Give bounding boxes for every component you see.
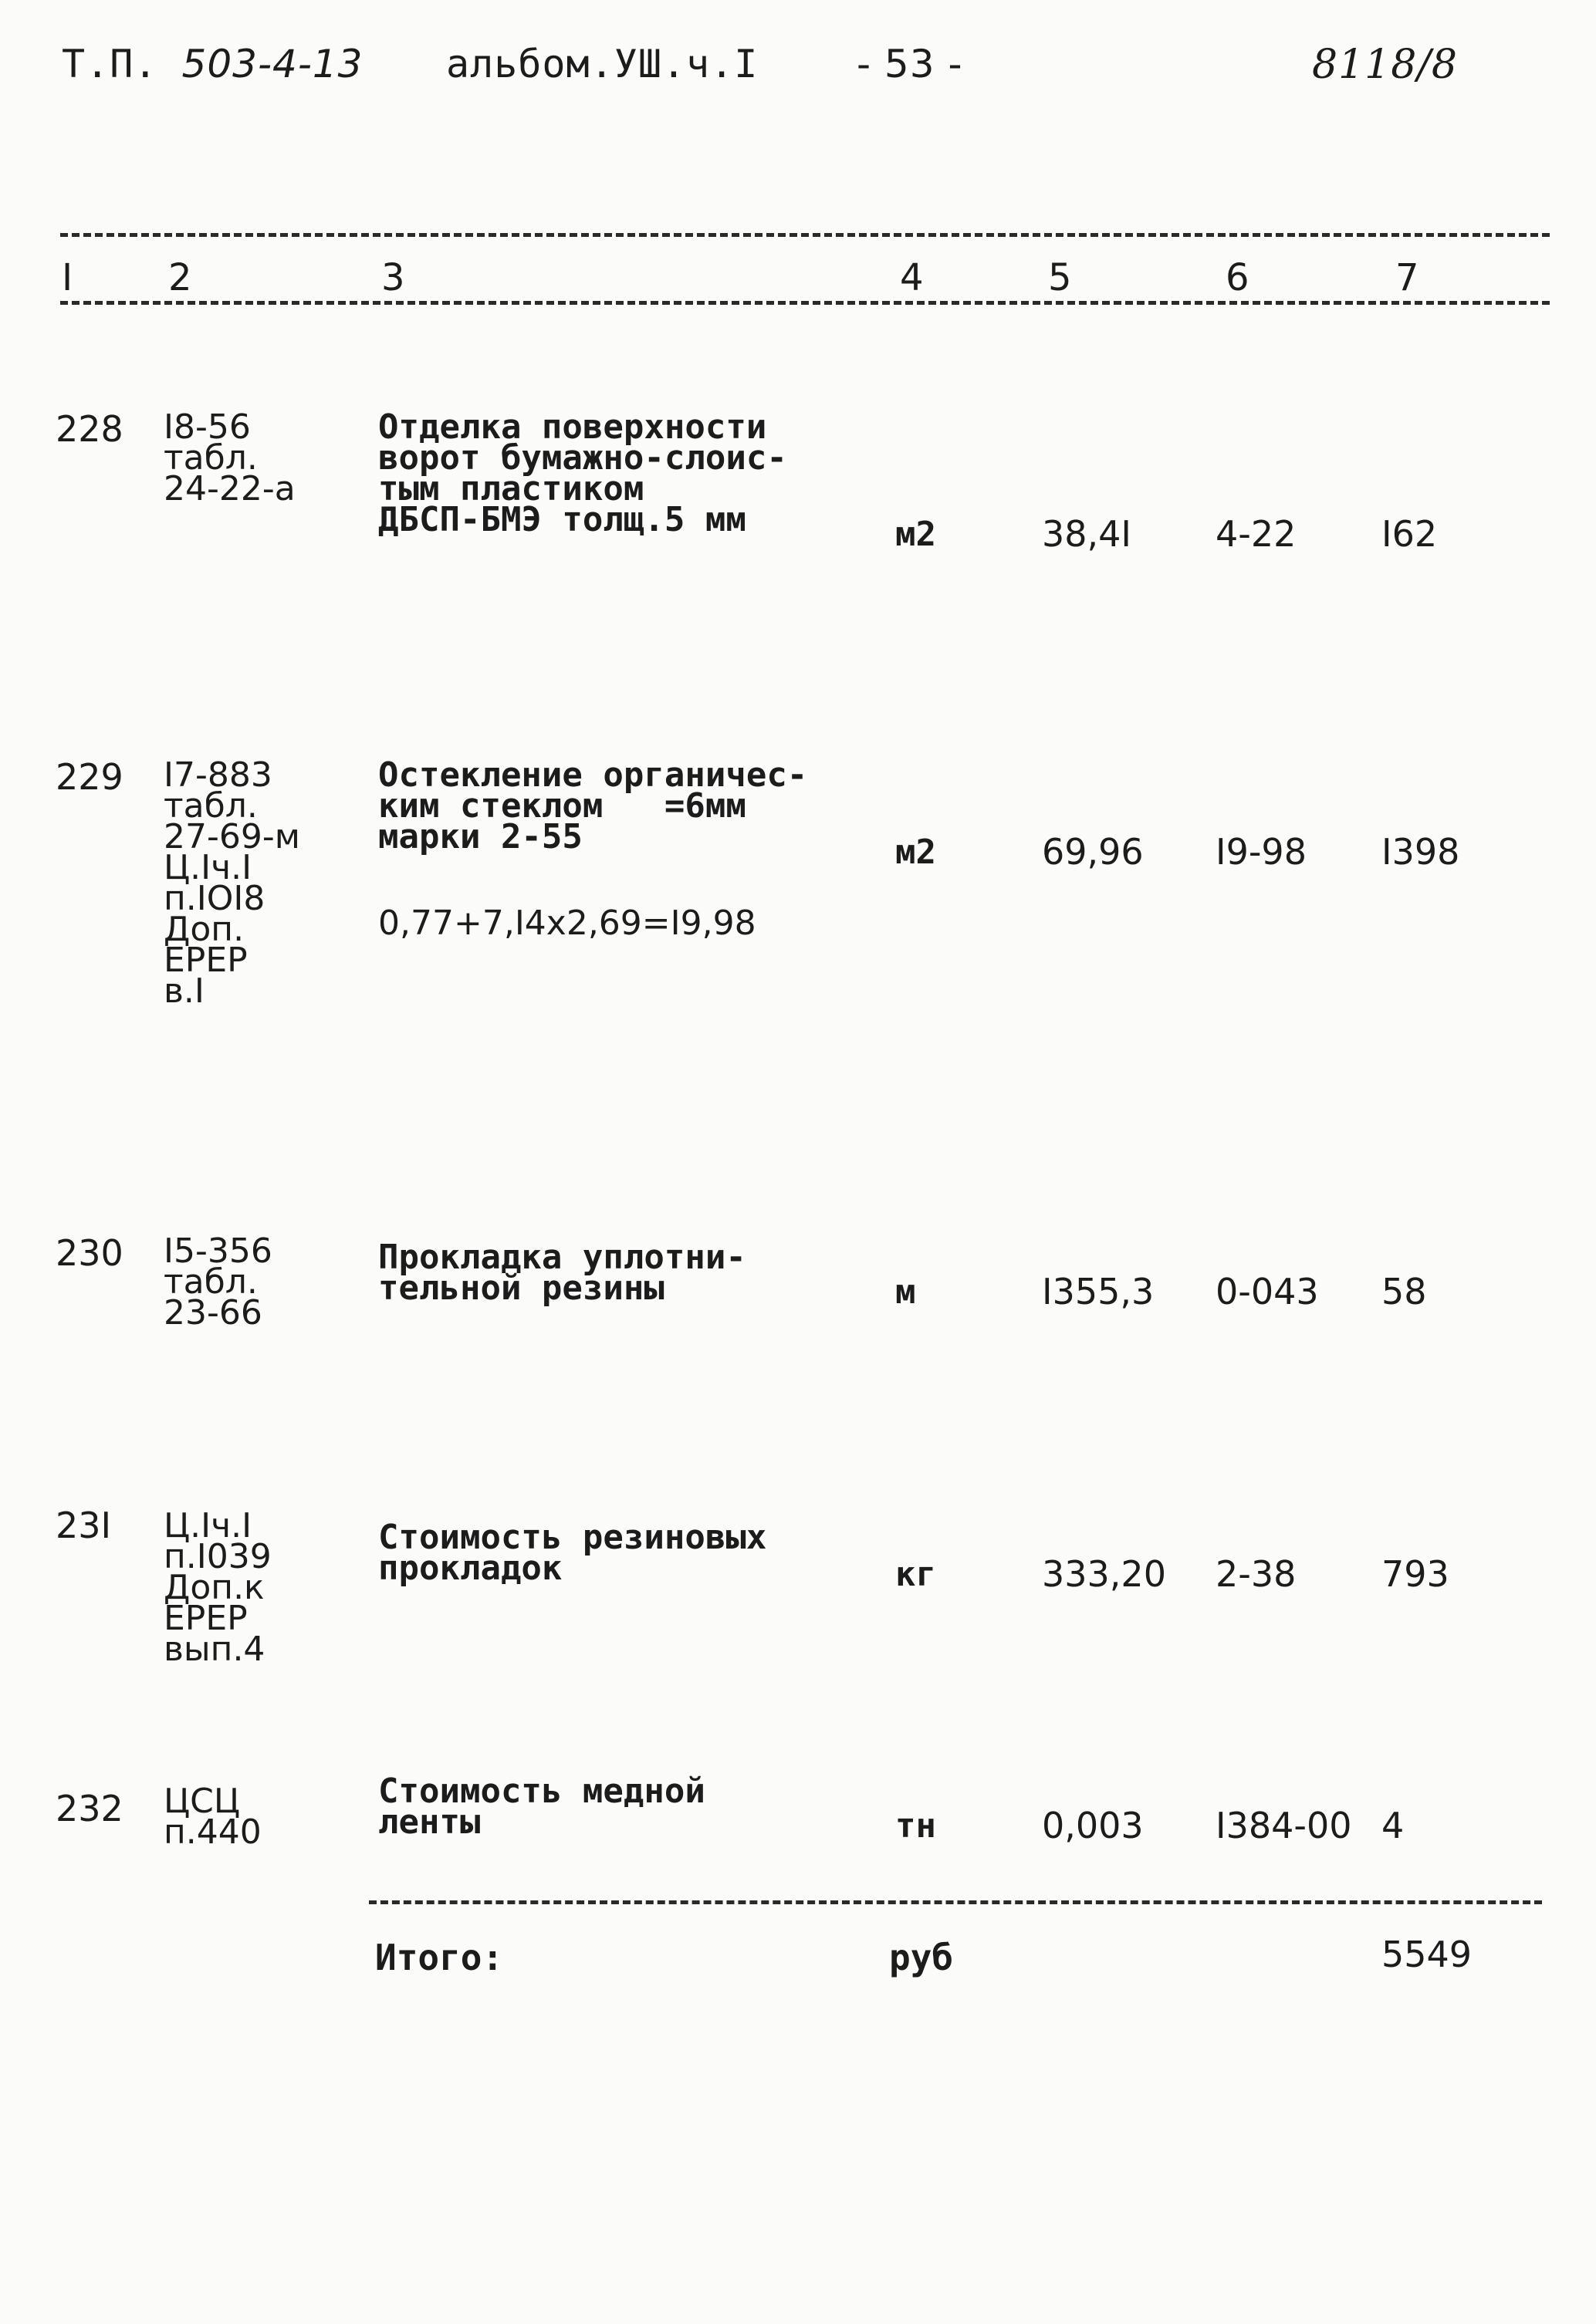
row-description: Стоимость медной ленты <box>378 1772 705 1842</box>
row-quantity: 333,20 <box>1042 1553 1166 1595</box>
totals-label: Итого: <box>375 1937 504 1978</box>
totals-unit: руб <box>889 1937 954 1978</box>
row-unit-price: 2-38 <box>1216 1553 1297 1595</box>
row-total: 793 <box>1381 1553 1449 1595</box>
totals-rule <box>369 1900 1542 1904</box>
header-rule-bottom <box>60 301 1550 305</box>
row-unit: м2 <box>895 515 936 554</box>
header-tp-prefix: Т.П. <box>62 42 158 86</box>
totals-value: 5549 <box>1381 1934 1473 1975</box>
column-number-4: 4 <box>900 256 924 299</box>
row-description: Отделка поверхности ворот бумажно-слоис- тым пластиком ДБСП-БМЭ толщ.5 мм <box>378 407 787 539</box>
row-reference: I7-883 табл. 27-69-м Ц.Iч.I п.IOI8 Доп. ЕРЕР в.I <box>164 755 300 1011</box>
row-number: 229 <box>56 756 123 798</box>
column-number-3: 3 <box>381 256 405 299</box>
row-quantity: I355,3 <box>1042 1271 1155 1312</box>
header-project-code: 503-4-13 <box>181 42 363 86</box>
row-total: 4 <box>1381 1805 1405 1846</box>
row-description: Остекление органичес- ким стеклом =6мм марки 2-55 <box>378 755 808 856</box>
row-calculation: 0,77+7,I4х2,69=I9,98 <box>378 904 756 943</box>
page-number: - 53 - <box>857 42 963 86</box>
row-unit: м2 <box>895 833 936 872</box>
row-description: Стоимость резиновых прокладок <box>378 1518 767 1588</box>
row-reference: Ц.Iч.I п.I039 Доп.к ЕРЕР вып.4 <box>164 1506 272 1669</box>
row-reference: I5-356 табл. 23-66 <box>164 1231 272 1333</box>
row-total: 58 <box>1381 1271 1427 1312</box>
column-number-5: 5 <box>1048 256 1072 299</box>
row-quantity: 0,003 <box>1042 1805 1144 1846</box>
row-unit-price: 0-043 <box>1216 1271 1319 1312</box>
header-album: альбом.УШ.ч.I <box>446 42 759 86</box>
header-rule-top <box>60 233 1550 237</box>
row-quantity: 69,96 <box>1042 831 1144 873</box>
row-unit: м <box>895 1272 916 1312</box>
row-reference: ЦСЦ п.440 <box>164 1782 262 1852</box>
row-quantity: 38,4I <box>1042 513 1131 555</box>
row-number: 230 <box>56 1232 123 1274</box>
row-unit-price: I9-98 <box>1216 831 1307 873</box>
row-total: I398 <box>1381 831 1460 873</box>
row-description: Прокладка уплотни- тельной резины <box>378 1238 746 1308</box>
row-reference: I8-56 табл. 24-22-а <box>164 407 296 508</box>
row-number: 23I <box>56 1505 112 1546</box>
header-tp <box>62 42 363 86</box>
column-number-1: I <box>62 256 73 299</box>
row-unit-price: I384-00 <box>1216 1805 1352 1846</box>
row-total: I62 <box>1381 513 1438 555</box>
inventory-number: 8118/8 <box>1312 42 1458 88</box>
row-unit: кг <box>895 1555 936 1594</box>
column-number-6: 6 <box>1226 256 1249 299</box>
column-number-7: 7 <box>1395 256 1419 299</box>
row-number: 232 <box>56 1788 123 1829</box>
row-unit: тн <box>895 1806 936 1846</box>
row-number: 228 <box>56 408 123 450</box>
row-unit-price: 4-22 <box>1216 513 1297 555</box>
column-number-2: 2 <box>168 256 192 299</box>
